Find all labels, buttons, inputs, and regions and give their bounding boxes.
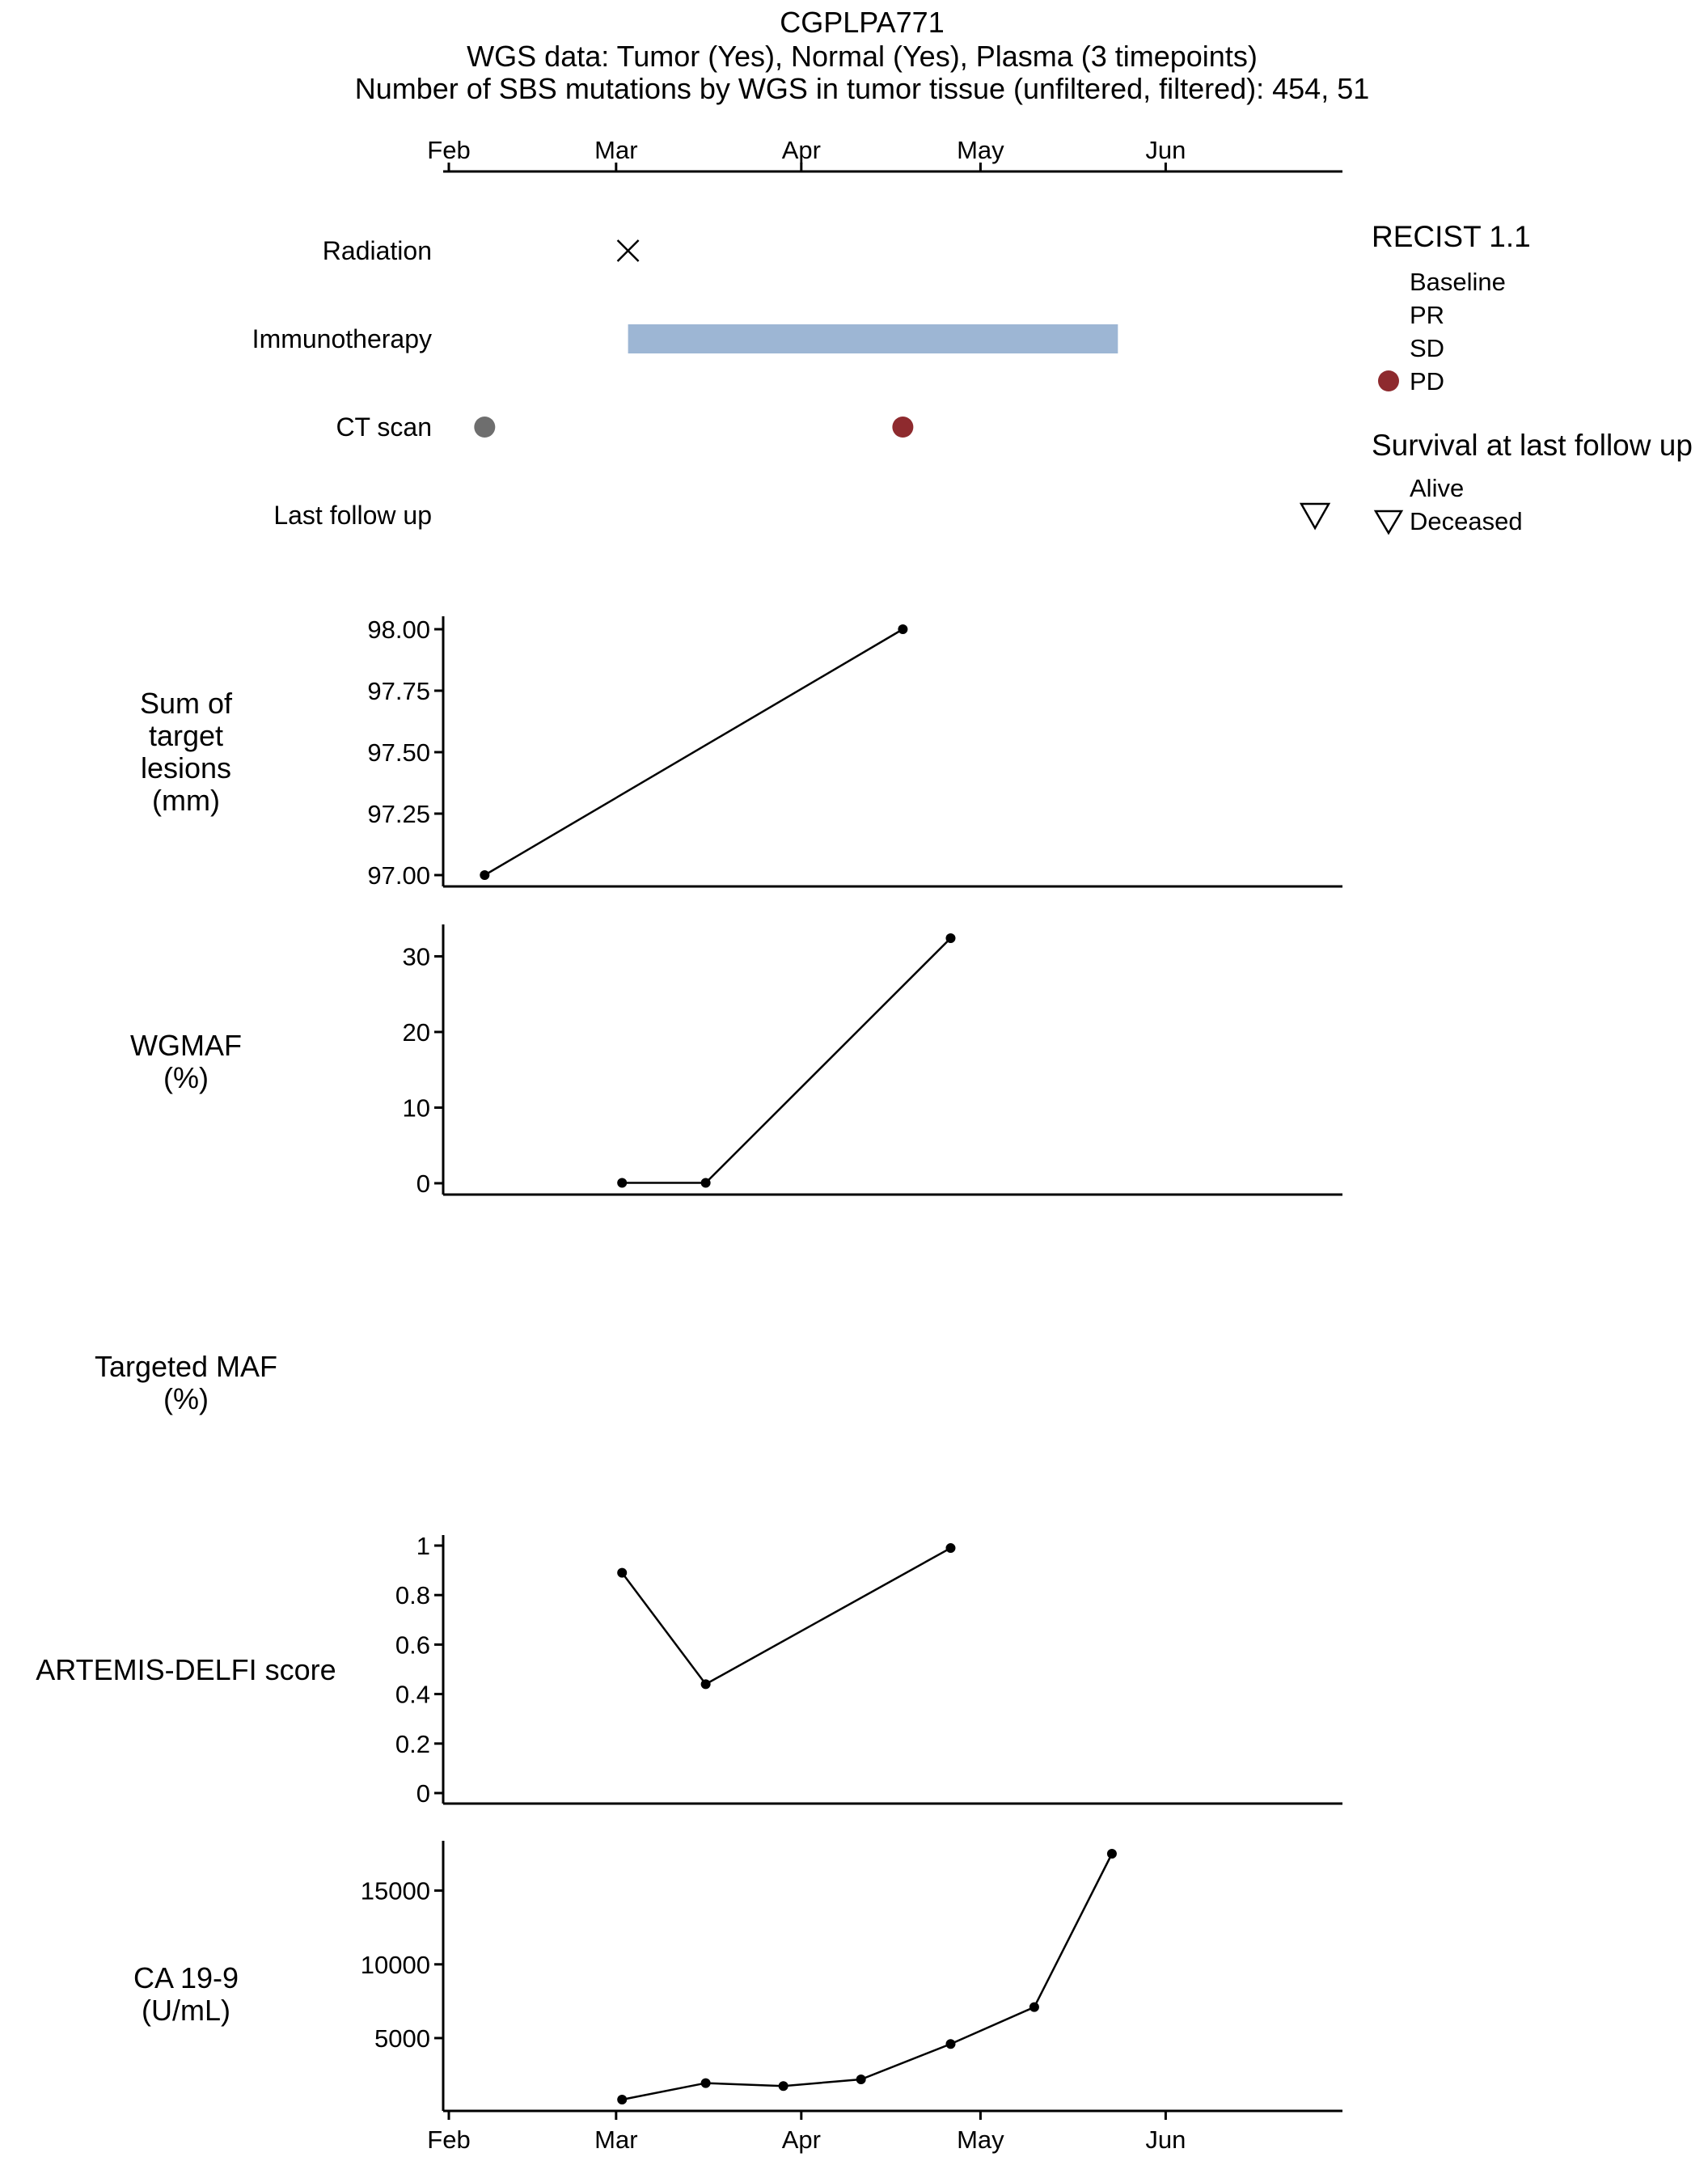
- y-tick-label: 0: [416, 1169, 430, 1198]
- chart-panel-1: [140, 615, 1342, 890]
- series-line: [622, 1854, 1112, 2100]
- legend-label-baseline: Baseline: [1410, 268, 1506, 296]
- radiation-cross-icon: [618, 240, 639, 261]
- x-tick-label-apr: Apr: [781, 2125, 821, 2154]
- ct-scan-dot-baseline: [474, 417, 495, 438]
- timeline-tick-label-may: May: [957, 136, 1004, 164]
- x-tick-label-jun: Jun: [1145, 2125, 1186, 2154]
- y-tick-label: 10: [402, 1093, 430, 1123]
- data-point: [856, 2075, 866, 2084]
- legend-label-pr: PR: [1410, 301, 1445, 329]
- chart-panels: [36, 615, 1342, 2154]
- last-follow-up-triangle-icon: [1301, 504, 1329, 528]
- panel-label-line: lesions: [140, 751, 232, 785]
- timeline-events: [474, 240, 1329, 528]
- legend-recist-title: RECIST 1.1: [1372, 220, 1531, 253]
- y-tick-label: 30: [402, 942, 430, 971]
- legend-survival-title: Survival at last follow up: [1372, 429, 1693, 462]
- y-tick-label: 0.6: [395, 1630, 430, 1660]
- panel-label-line: (%): [163, 1382, 209, 1415]
- panel-label-line: Sum of: [139, 687, 233, 720]
- data-point: [617, 1178, 627, 1188]
- y-tick-label: 5000: [374, 2024, 430, 2053]
- header: [355, 6, 1370, 105]
- data-point: [945, 1543, 955, 1553]
- y-tick-label: 0.4: [395, 1680, 430, 1709]
- timeline-month-ticks: [427, 136, 1186, 171]
- y-tick-label: 20: [402, 1017, 430, 1047]
- y-tick-label: 0.8: [395, 1581, 430, 1610]
- timeline-panel: [252, 136, 1342, 530]
- legend-label-sd: SD: [1410, 334, 1445, 362]
- legend-label-alive: Alive: [1410, 474, 1465, 502]
- data-point: [945, 2039, 955, 2049]
- chart-panel-3: [95, 1350, 277, 1415]
- y-tick-label: 97.75: [367, 677, 430, 705]
- chart-panel-4: [36, 1532, 1342, 1808]
- x-tick-label-feb: Feb: [427, 2125, 471, 2154]
- legend-recist-items: [1378, 268, 1506, 395]
- data-point: [701, 1679, 711, 1689]
- ct-scan-dot-pd: [892, 417, 913, 438]
- timeline-row-labels: [252, 236, 432, 530]
- data-point: [1029, 2003, 1039, 2012]
- x-tick-label-mar: Mar: [594, 2125, 638, 2154]
- data-point: [701, 1178, 711, 1188]
- data-point: [480, 870, 489, 880]
- data-point: [779, 2081, 788, 2091]
- y-tick-label: 0: [416, 1779, 430, 1808]
- timeline-tick-label-feb: Feb: [427, 136, 471, 164]
- row-label-radiation: Radiation: [322, 236, 432, 265]
- data-point: [701, 2079, 711, 2088]
- panel-label-line: ARTEMIS-DELFI score: [36, 1653, 336, 1686]
- row-label-immunotherapy: Immunotherapy: [252, 324, 432, 353]
- data-point: [617, 1568, 627, 1578]
- panel-label-line: (U/mL): [142, 1994, 230, 2027]
- series-line: [484, 629, 903, 875]
- data-point: [945, 933, 955, 943]
- panel-label-line: CA 19-9: [133, 1961, 239, 1994]
- y-tick-label: 15000: [360, 1876, 430, 1905]
- timeline-tick-label-jun: Jun: [1145, 136, 1186, 164]
- panel-label-line: WGMAF: [130, 1029, 242, 1062]
- data-point: [617, 2095, 627, 2104]
- x-tick-label-may: May: [957, 2125, 1004, 2154]
- legend-pd-dot: [1378, 370, 1399, 391]
- y-tick-label: 97.00: [367, 861, 430, 890]
- figure-subtitle-1: WGS data: Tumor (Yes), Normal (Yes), Plasma (3 timepoints): [467, 40, 1258, 73]
- y-tick-label: 10000: [360, 1950, 430, 1979]
- figure-subtitle-2: Number of SBS mutations by WGS in tumor tissue (unfiltered, filtered): 454, 51: [354, 72, 1370, 105]
- panel-label-line: (%): [163, 1061, 209, 1094]
- timeline-tick-label-apr: Apr: [781, 136, 821, 164]
- legend-label-pd: PD: [1410, 367, 1445, 395]
- y-tick-label: 97.25: [367, 800, 430, 828]
- y-tick-label: 97.50: [367, 738, 430, 767]
- chart-panel-5: [133, 1841, 1342, 2154]
- panel-label-line: (mm): [152, 784, 220, 817]
- row-label-last-follow-up: Last follow up: [273, 501, 432, 530]
- figure-title: CGPLPA771: [780, 6, 945, 39]
- legend: [1372, 220, 1693, 535]
- panel-label-line: Targeted MAF: [94, 1350, 278, 1383]
- y-tick-label: 98.00: [367, 615, 430, 644]
- data-point: [1107, 1849, 1117, 1859]
- chart-panel-2: [130, 924, 1342, 1198]
- y-tick-label: 1: [416, 1532, 430, 1560]
- immunotherapy-bar: [628, 324, 1118, 353]
- legend-survival-items: [1376, 474, 1523, 535]
- y-tick-label: 0.2: [395, 1729, 430, 1758]
- row-label-ct-scan: CT scan: [336, 412, 432, 442]
- series-line: [622, 938, 950, 1183]
- data-point: [898, 624, 907, 634]
- timeline-tick-label-mar: Mar: [594, 136, 638, 164]
- legend-label-deceased: Deceased: [1410, 507, 1523, 535]
- legend-deceased-triangle-icon: [1376, 511, 1401, 533]
- series-line: [622, 1548, 950, 1684]
- panel-label-line: target: [148, 719, 224, 752]
